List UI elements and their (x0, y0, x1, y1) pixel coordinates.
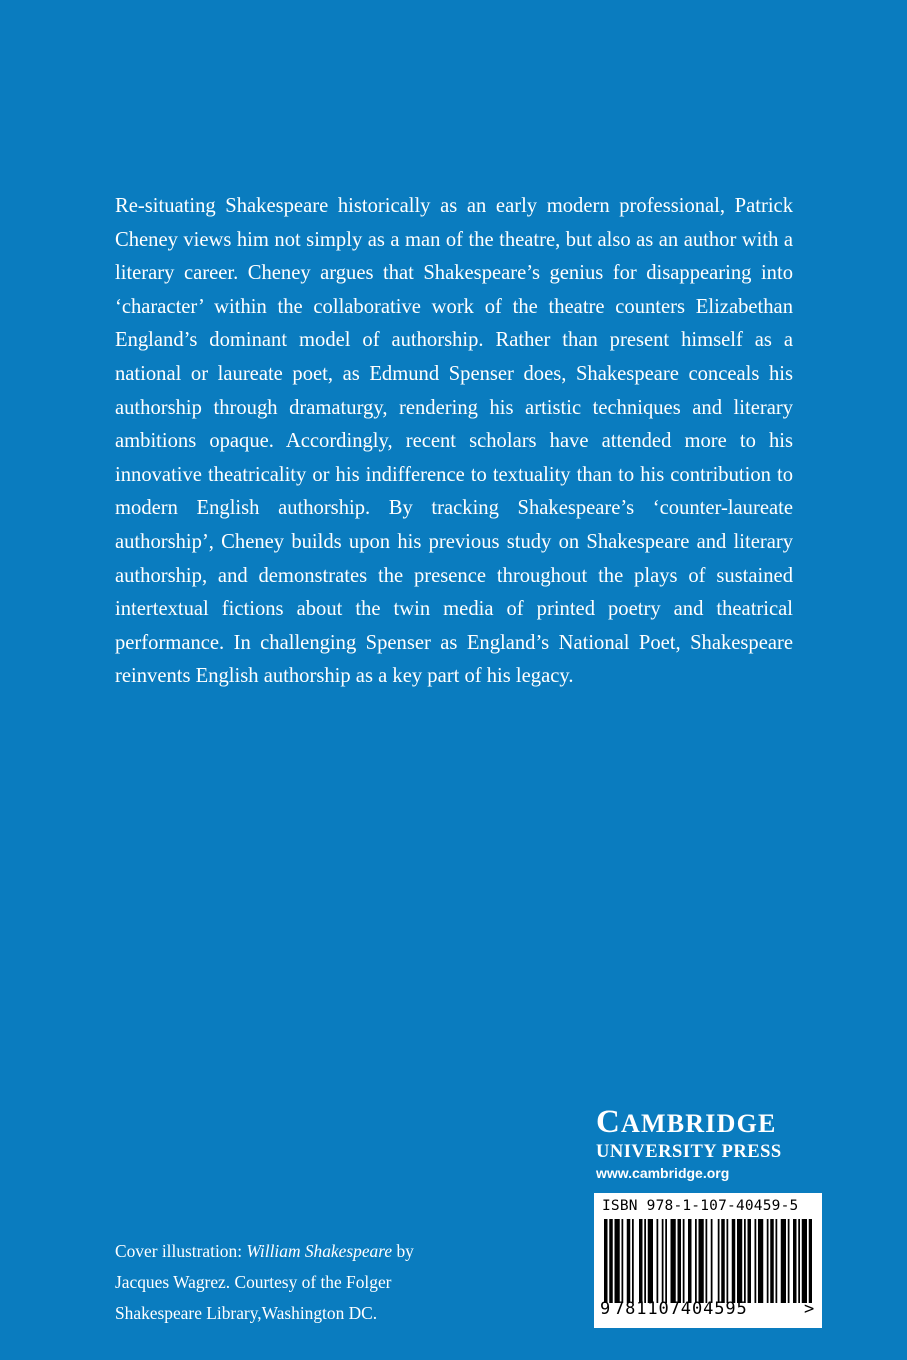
barcode-bar (755, 1219, 757, 1303)
barcode-bar (767, 1219, 769, 1303)
barcode-bar (648, 1219, 653, 1303)
barcode-bar (721, 1219, 725, 1303)
barcode-bar (770, 1219, 774, 1303)
credit-suffix: by Jacques Wagrez. Courtesy of the Folger Shakespeare Library,Washington DC. (115, 1241, 414, 1323)
barcode-bar (802, 1219, 807, 1303)
ean-first-digit: 9 (600, 1299, 611, 1319)
barcode-bar (688, 1219, 692, 1303)
barcode-bar (737, 1219, 742, 1303)
barcode-bar (776, 1219, 778, 1303)
barcode-bar (695, 1219, 697, 1303)
ean-quiet-zone-arrow: > (804, 1299, 815, 1319)
barcode-bar (627, 1219, 631, 1303)
barcode-bar (657, 1219, 659, 1303)
publisher-logo (596, 1104, 824, 1184)
barcode-bar (671, 1219, 676, 1303)
publisher-name (596, 1104, 824, 1142)
barcode-bar (711, 1219, 713, 1303)
back-cover-blurb: Re-situating Shakespeare historically as an early modern professional, Patrick Cheney views him not simply as a man of the theatre, but also as an author with a literary career. Cheney argues that Shakespeare’s genius for disappearing into ‘character’ within the collaborative work of the theatre counters Elizabethan England’s dominant model of authorship. Rather than present himself as a national or laureate poet, as Edmund Spenser does, Shakespeare conceals his authorship through dramaturgy, rendering his artistic techniques and literary ambitions opaque. Accordingly, recent scholars have attended more to his innovative theatricality or his indifference to textuality than to his contribution to modern English authorship. By tracking Shakespeare’s ‘counter-laureate authorship’, Cheney builds upon his previous study on Shakespeare and literary authorship, and demonstrates the presence throughout the plays of sustained intertextual fictions about the twin media of printed poetry and theatrical performance. In challenging Spenser as England’s National Poet, Shakespeare reinvents English authorship as a key part of his legacy. (115, 195, 793, 688)
barcode-bar (748, 1219, 752, 1303)
barcode-bar (622, 1219, 624, 1303)
barcode-bar (662, 1219, 664, 1303)
isbn-barcode (594, 1193, 822, 1328)
barcode-bar (793, 1219, 797, 1303)
barcode-bars (604, 1219, 812, 1303)
barcode-bar (683, 1219, 685, 1303)
barcode-bar (781, 1219, 786, 1303)
credit-prefix: Cover illustration: (115, 1241, 247, 1261)
isbn-label: ISBN 978-1-107-40459-5 (602, 1198, 799, 1214)
publisher-name-initial: C (596, 1104, 622, 1140)
barcode-bar (706, 1219, 708, 1303)
barcode-bar (644, 1219, 646, 1303)
barcode-bar (788, 1219, 790, 1303)
barcode-bar (639, 1219, 643, 1303)
ean-digit-groups: 781107404595 (614, 1299, 748, 1319)
barcode-bar (665, 1219, 667, 1303)
barcode-bar (744, 1219, 746, 1303)
barcode-bar (718, 1219, 720, 1303)
barcode-bar (615, 1219, 620, 1303)
barcode-bar (727, 1219, 729, 1303)
publisher-subtitle: UNIVERSITY PRESS (596, 1142, 782, 1162)
barcode-bar (732, 1219, 736, 1303)
barcode-bar (809, 1219, 812, 1303)
barcode-bar (678, 1219, 682, 1303)
barcode-bar (632, 1219, 634, 1303)
publisher-url: www.cambridge.org (596, 1165, 730, 1181)
barcode-bar (699, 1219, 704, 1303)
barcode-bar (798, 1219, 800, 1303)
barcode-bar (758, 1219, 763, 1303)
publisher-name-rest: AMBRIDGE (621, 1109, 777, 1138)
credit-work-title: William Shakespeare (246, 1241, 393, 1261)
barcode-bar (604, 1219, 608, 1303)
barcode-bar (609, 1219, 613, 1303)
cover-illustration-credit (115, 1236, 435, 1329)
